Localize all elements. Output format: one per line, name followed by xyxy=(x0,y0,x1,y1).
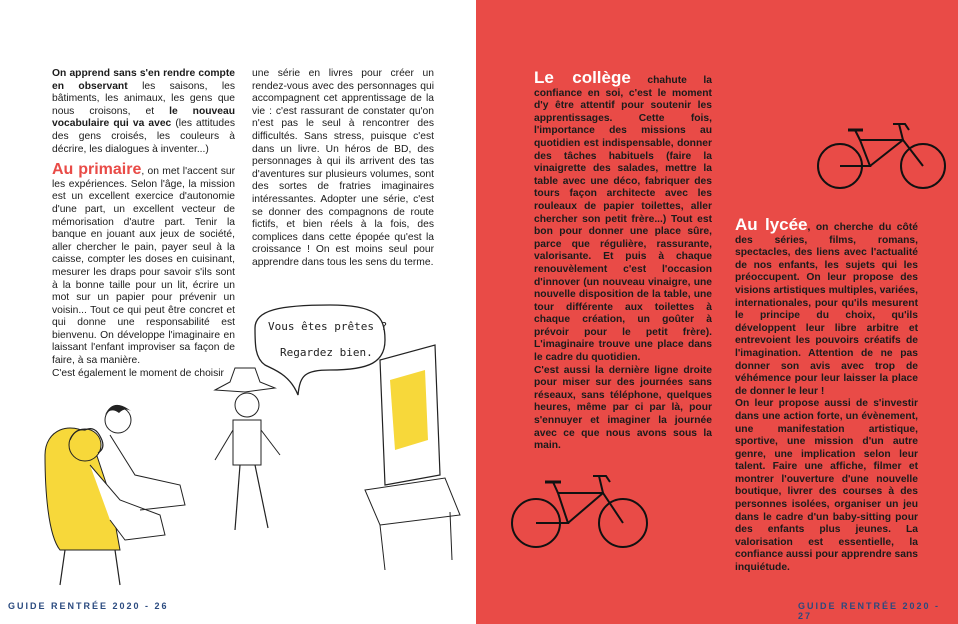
paragraph-intro xyxy=(52,68,235,156)
paragraph-lycee xyxy=(735,215,918,398)
intro-text-2: (les attitudes des gens croisés, les couleurs à décrire, les dialogues à inventer...) xyxy=(52,118,235,155)
right-column-1 xyxy=(534,68,712,453)
intro-bold: On apprend sans s'en rendre compte en observant xyxy=(52,68,235,92)
primaire-text: , on met l'accent sur les expériences. Selon l'âge, la mission est un excellent exercice d'autonomie d'une part, un excellent vecteur de mémorisation d'autre part. Tenir la banque en jouant aux jeux de société, aller chercher le pain, payer seul à la caisse, compter les doses en cuisinant, mesurer les draps pour savoir s'ils sont à la bonne taille pour un lit, écrire un mot sur un papier pour prévenir un voisin... Tout ce qui peut être concret et qui donne une responsabilité est bienvenu. On développe l'imaginaire en laissant l'enfant improviser sa façon de faire, à sa manière. xyxy=(52,166,235,367)
right-page-footer: GUIDE RENTRÉE 2020 - 27 xyxy=(798,601,941,621)
lycee-text: , on cherche du côté des séries, films, romans, spectacles, des liens avec l'actualité de nos enfants, les sujets qui les préoccupent. On leur propose des visions artistiques multiples, variées, internationales, pour qu'ils mesurent le principe du choix, qu'ils développent leur libre arbitre et entrevoient les pouvoirs créatifs de l'imagination. Attention de ne pas donner son avis avec trop de véhémence pour leur laisser la place de donner le leur ! xyxy=(735,222,918,397)
speech-line-2: Regardez bien. xyxy=(280,346,373,359)
paragraph-choisir: C'est également le moment de choisir xyxy=(52,367,224,379)
heading-primaire: Au primaire xyxy=(52,161,142,179)
left-page-footer: GUIDE RENTRÉE 2020 - 26 xyxy=(8,601,169,611)
family-tv-illustration xyxy=(40,300,480,600)
bicycle-bottom-icon xyxy=(508,468,653,550)
paragraph-serie: une série en livres pour créer un rendez-vous avec des personnages qui accompagnent cet apprentissage de la vie : c'est rassurant de constater qu'on n'est pas le seul à rencontrer des difficultés. Sans stress, puisque c'est dans un livre. Un héros de BD, des personnages à qui ils arrivent des tas d'aventures sur plusieurs volumes, sont des sortes de fratries imaginaires intéressantes. Adopter une série, c'est se donner des compagnons de route fictifs, et bien réels à la fois, des complices dans cette épopée qu'est la croissance ! On est moins seul pour apprendre dans tous les sens du terme. xyxy=(252,68,434,268)
right-column-2 xyxy=(735,215,918,575)
left-column-2 xyxy=(252,68,434,270)
heading-lycee: Au lycée xyxy=(735,215,808,234)
paragraph-derniere-ligne: C'est aussi la dernière ligne droite pour miser sur des journées sans réseaux, sans téléphone, quelques heures, même par ci par là, pour s'ennuyer et imaginer la journée avec ce que nous avons sous la main. xyxy=(534,364,712,452)
heading-college: Le collège xyxy=(534,68,631,87)
intro-bold-2: le nouveau vocabulaire qui va avec xyxy=(52,105,235,130)
paragraph-college xyxy=(534,68,712,365)
speech-line-1: Vous êtes prêtes ? xyxy=(268,320,388,333)
cowboy-hat xyxy=(215,368,275,392)
college-text: chahute la confiance en soi, c'est le moment d'y être attentif pour soutenir les apprentissages. Cette fois, l'importance des missions au quotidien est indispensable, donner des tâches habituels (faire la vinaigrette des salades, mettre la table avec une déco, fabriquer des tours façon architecte avec les rouleaux de papier toilettes, aller chercher son petit frère...) Tout est bon pour donner une place sûre, parce que régulière, rassurante, valorisante. Et puis à chaque renouvèlement c'est l'occasion d'innover (un nouveau vinaigre, une nouvelle disposition de la table, une tour différente aux toilettes à chaque création, un goûter à prévoir pour le petit frère). L'imaginaire trouve une place dans le cadre du quotidien. xyxy=(534,75,712,364)
intro-text: les saisons, les bâtiments, les animaux, les gens que nous croisons, et xyxy=(52,80,236,117)
bicycle-top-icon xyxy=(815,118,950,193)
paragraph-investir: On leur propose aussi de s'investir dans une action forte, un évènement, une manifestation artistique, sportive, une mission d'un autre genre, une implication selon leur talent. Faire une affiche, filmer et montrer l'ouverture d'une nouvelle boutique, livrer des courses à des personnes isolées, organiser un jeu dans le cadre d'un baby-sitting pour des enfants plus jeunes. La valorisation est essentielle, la confiance aussi pour apprendre sans inquiétude. xyxy=(735,398,918,574)
